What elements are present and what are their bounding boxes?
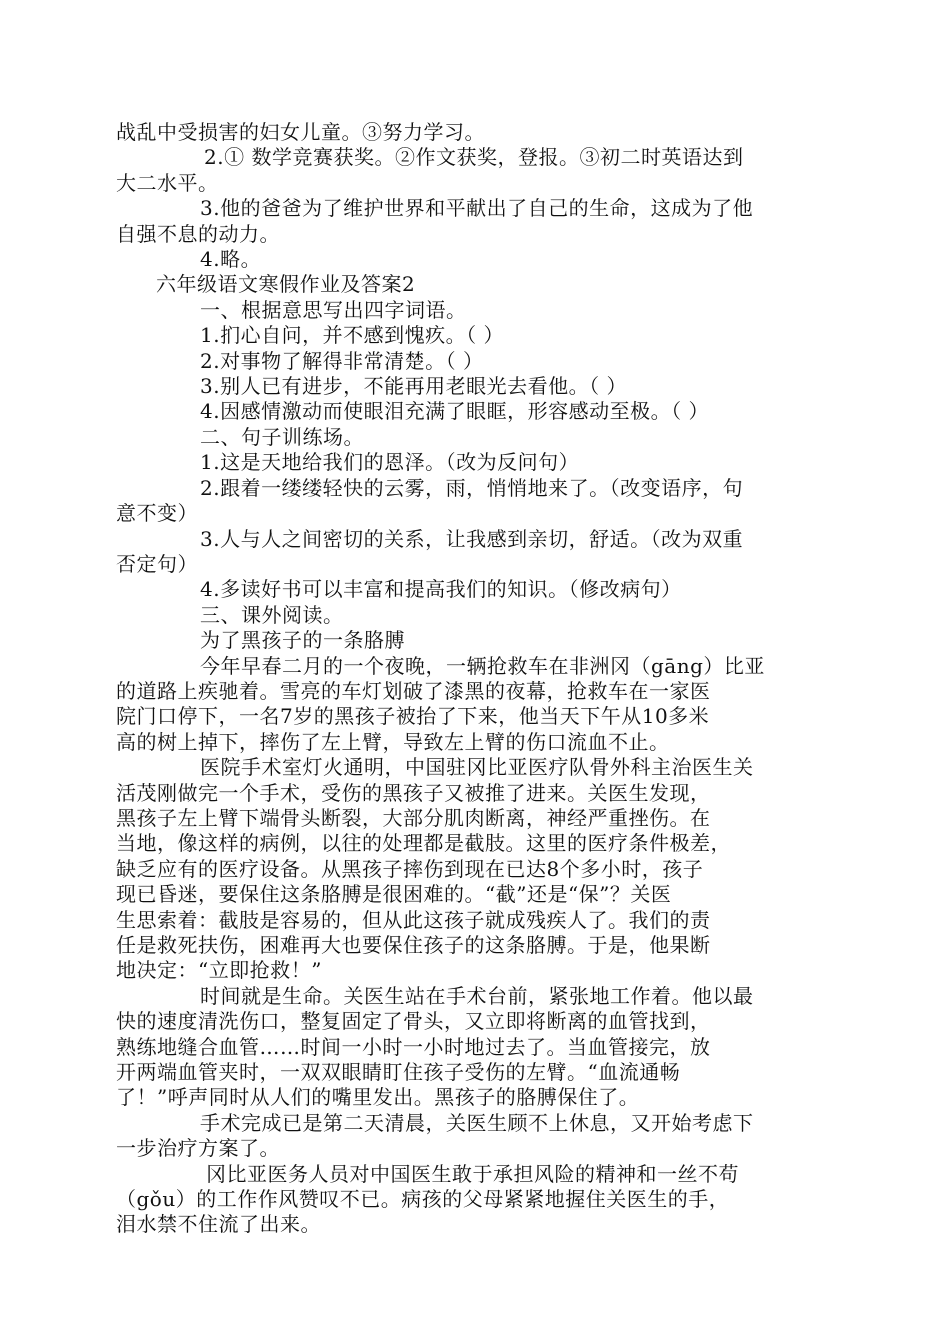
passage-line: 手术完成已是第二天清晨，关医生顾不上休息，又开始考虑下 (200, 1110, 754, 1135)
question-item: 2.对事物了解得非常清楚。（ ） (200, 348, 484, 373)
text-line: 3.他的爸爸为了维护世界和平献出了自己的生命，这成为了他 (200, 196, 754, 221)
question-item: 3.人与人之间密切的关系，让我感到亲切，舒适。（改为双重 (200, 526, 744, 551)
passage-line: 熟练地缝合血管……时间一小时一小时地过去了。当血管接完，放 (116, 1034, 711, 1059)
passage-line: （gǒu）的工作作风赞叹不已。病孩的父母紧紧地握住关医生的手， (116, 1187, 730, 1212)
passage-line: 任是救死扶伤，困难再大也要保住孩子的这条胳膊。于是，他果断 (116, 933, 711, 957)
passage-line: 黑孩子左上臂下端骨头断裂，大部分肌肉断离，神经严重挫伤。在 (116, 805, 711, 830)
passage-line: 生思索着：截肢是容易的，但从此这孩子就成残疾人了。我们的责 (116, 907, 711, 932)
passage-line: 一步治疗方案了。 (116, 1136, 280, 1161)
passage-line: 医院手术室灯火通明，中国驻冈比亚医疗队骨外科主治医生关 (200, 755, 754, 780)
passage-title: 为了黑孩子的一条胳膊 (200, 628, 405, 653)
text-line: 否定句） (116, 551, 198, 576)
text-line: 意不变） (116, 501, 198, 526)
section-heading: 三、课外阅读。 (200, 602, 344, 627)
text-line: 4.略。 (200, 247, 262, 272)
section-heading: 一、根据意思写出四字词语。 (200, 297, 467, 322)
passage-line: 缺乏应有的医疗设备。从黑孩子摔伤到现在已达8个多小时，孩子 (116, 856, 704, 881)
section-title: 六年级语文寒假作业及答案2 (156, 272, 416, 297)
document-body (116, 120, 836, 1238)
passage-line: 时间就是生命。关医生站在手术台前，紧张地工作着。他以最 (200, 983, 754, 1008)
question-item: 1.这是天地给我们的恩泽。（改为反问句） (200, 450, 580, 475)
passage-line: 地决定：“立即抢救！” (116, 958, 322, 983)
question-item: 3.别人已有进步，不能再用老眼光去看他。（ ） (200, 374, 627, 399)
text-line: 2.① 数学竞赛获奖。②作文获奖，登报。③初二时英语达到 (204, 145, 744, 170)
passage-line: 当地，像这样的病例，以往的处理都是截肢。这里的医疗条件极差， (116, 831, 731, 856)
passage-line: 活茂刚做完一个手术，受伤的黑孩子又被推了进来。关医生发现， (116, 780, 711, 805)
passage-line: 现已昏迷，要保住这条胳膊是很困难的。“截”还是“保”？关医 (116, 882, 672, 907)
question-item: 4.多读好书可以丰富和提高我们的知识。（修改病句） (200, 577, 682, 602)
text-line: 大二水平。 (116, 170, 219, 195)
passage-line: 开两端血管夹时，一双双眼睛盯住孩子受伤的左臂。“血流通畅 (116, 1060, 681, 1085)
passage-line: 高的树上掉下，摔伤了左上臂，导致左上臂的伤口流血不止。 (116, 729, 670, 754)
text-line: 战乱中受损害的妇女儿童。③努力学习。 (116, 120, 485, 144)
passage-line: 泪水禁不住流了出来。 (116, 1212, 321, 1237)
passage-line: 今年早春二月的一个夜晚，一辆抢救车在非洲冈（gāng）比亚 (200, 653, 765, 678)
passage-line: 了！”呼声同时从人们的嘴里发出。黑孩子的胳膊保住了。 (116, 1085, 640, 1110)
passage-line: 冈比亚医务人员对中国医生敢于承担风险的精神和一丝不苟 (206, 1161, 739, 1186)
question-item: 4.因感情激动而使眼泪充满了眼眶，形容感动至极。（ ） (200, 399, 709, 424)
passage-line: 快的速度清洗伤口，整复固定了骨头，又立即将断离的血管找到， (116, 1009, 711, 1034)
passage-line: 的道路上疾驰着。雪亮的车灯划破了漆黑的夜幕，抢救车在一家医 (116, 678, 711, 703)
question-item: 1.扪心自问，并不感到愧疚。（ ） (200, 323, 504, 348)
section-heading: 二、句子训练场。 (200, 424, 364, 449)
passage-line: 院门口停下，一名7岁的黑孩子被抬了下来，他当天下午从10多米 (116, 704, 710, 729)
text-line: 自强不息的动力。 (116, 221, 280, 246)
question-item: 2.跟着一缕缕轻快的云雾，雨，悄悄地来了。（改变语序，句 (200, 475, 744, 500)
